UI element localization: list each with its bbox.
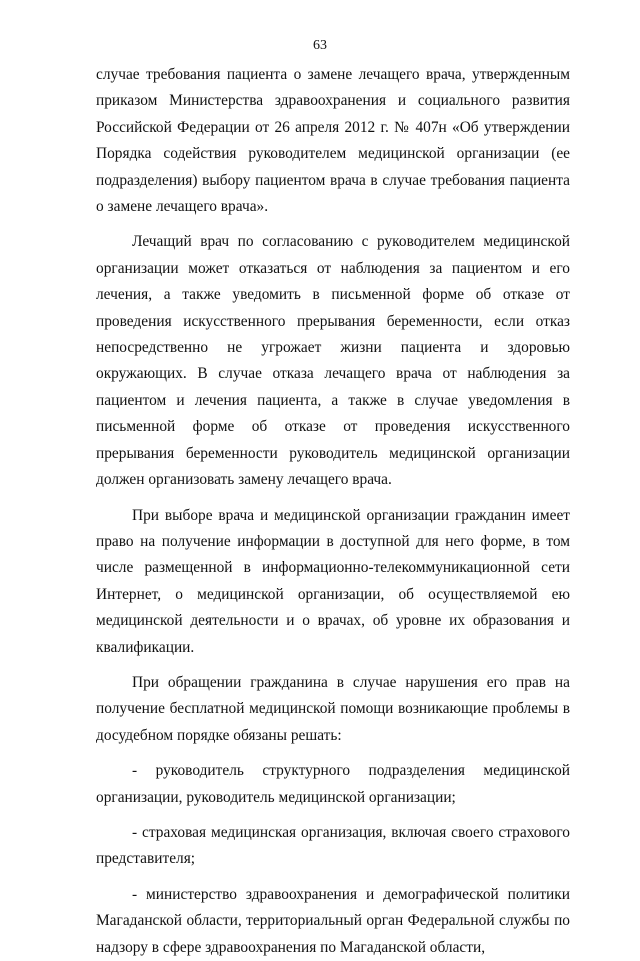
paragraph-continuation: случае требования пациента о замене лечащего врача, утвержденным приказом Министерства здравоохранения и социального развития Российской Федерации от 26 апреля 2012 г. № 407н «Об утверждении Порядка содействия руководителем медицинской организации (ее подразделения) выбору пациентом врача в случае требования пациента о замене лечащего врача».: [96, 66, 570, 216]
paragraph-pretrial-resolution: При обращении гражданина в случае нарушения его прав на получение бесплатной медицинской помощи возникающие проблемы в досудебном порядке обязаны решать:: [96, 673, 570, 744]
list-item-insurance-organization: - страховая медицинская организация, включая своего страхового представителя;: [96, 823, 570, 868]
page-number: 63: [313, 38, 327, 53]
paragraph-attending-doctor-refusal: Лечащий врач по согласованию с руководителем медицинской организации может отказаться от наблюдения за пациентом и его лечения, а также уведомить в письменной форме об отказе от проведения искусственного прерывания беременности, если отказ непосредственно не угрожает жизни пациента и здоровью окружающих. В случае отказа лечащего врача от наблюдения за пациентом и лечения пациента, а также в случае уведомления в письменной форме об отказе от проведения искусственного прерывания беременности руководитель медицинской организации должен организовать замену лечащего врача.: [96, 233, 570, 489]
list-item-ministry: - министерство здравоохранения и демографической политики Магаданской области, территориальный орган Федеральной службы по надзору в сфере здравоохранения по Магаданской области,: [96, 885, 570, 956]
document-body: [96, 62, 570, 961]
paragraph-information-rights: При выборе врача и медицинской организации гражданин имеет право на получение информации в доступной для него форме, в том числе размещенной в информационно-телекоммуникационной сети Интернет, о медицинской организации, об осуществляемой ею медицинской деятельности и о врачах, об уровне их образования и квалификации.: [96, 506, 570, 656]
list-item-head-of-organization: - руководитель структурного подразделения медицинской организации, руководитель медицинской организации;: [96, 762, 570, 806]
